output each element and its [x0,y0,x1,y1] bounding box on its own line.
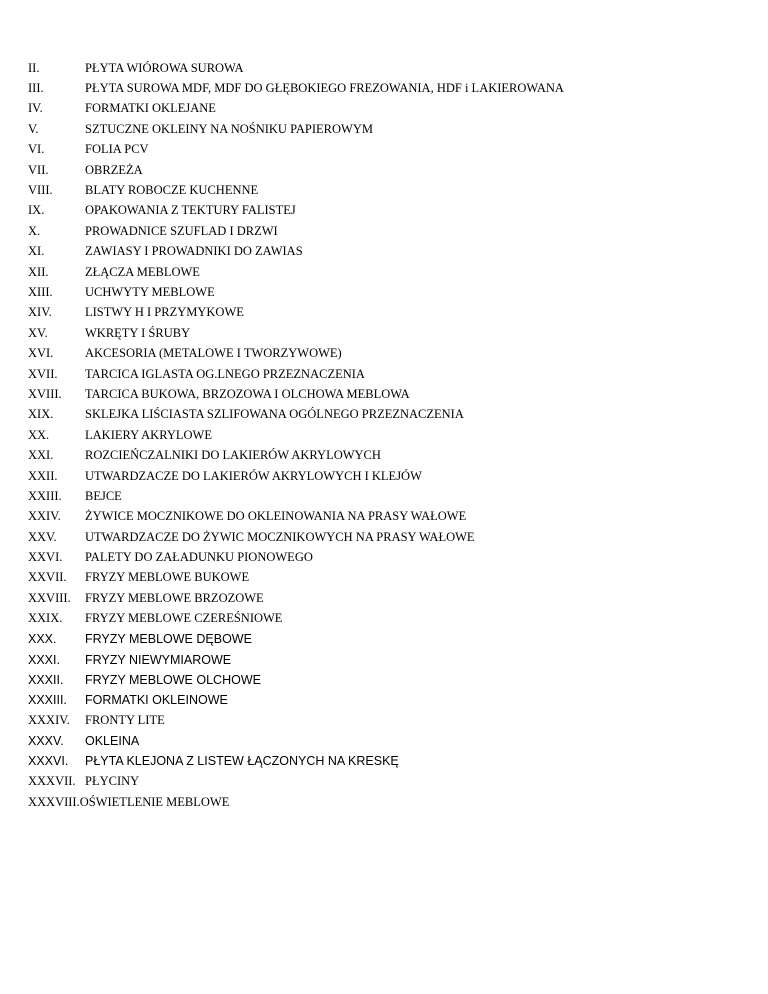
list-item [28,792,564,812]
item-number: XXII. [28,468,58,483]
list-item [28,425,564,445]
item-number: X. [28,223,41,238]
item-number: XXIII. [28,488,62,503]
list-item [28,711,564,731]
item-number: XXVIII. [28,590,71,605]
item-label: PROWADNICE SZUFLAD I DRZWI [85,223,278,238]
item-label: FRYZY MEBLOWE DĘBOWE [85,632,252,647]
item-label: UTWARDZACZE DO ŻYWIC MOCZNIKOWYCH NA PRASY WAŁOWE [85,529,475,544]
item-number: XVI. [28,346,54,361]
item-label: FRYZY MEBLOWE BUKOWE [85,570,250,585]
list-item [28,262,564,282]
item-label: FRYZY MEBLOWE BRZOZOWE [85,590,264,605]
list-item [28,751,564,771]
item-label: UCHWYTY MEBLOWE [85,284,215,299]
list-item [28,486,564,506]
item-label: SKLEJKA LIŚCIASTA SZLIFOWANA OGÓLNEGO PRZEZNACZENIA [85,407,464,422]
item-label: FRYZY MEBLOWE OLCHOWE [85,672,261,687]
item-number: XXXVIII. [28,794,80,809]
list-item [28,119,564,139]
list-item [28,670,564,690]
item-number: XXIV. [28,509,61,524]
category-list [28,58,564,812]
item-label: ŻYWICE MOCZNIKOWE DO OKLEINOWANIA NA PRASY WAŁOWE [85,509,467,524]
item-label: FRONTY LITE [85,713,165,728]
list-item [28,343,564,363]
item-number: XXXVII. [28,774,76,789]
item-label: UTWARDZACZE DO LAKIERÓW AKRYLOWYCH I KLEJÓW [85,468,422,483]
item-number: XV. [28,325,48,340]
list-item [28,364,564,384]
item-number: XXXIV. [28,713,70,728]
item-label: OBRZEŻA [85,162,143,177]
item-label: SZTUCZNE OKLEINY NA NOŚNIKU PAPIEROWYM [85,121,373,136]
item-number: XXIX. [28,611,63,626]
item-label: OŚWIETLENIE MEBLOWE [79,794,230,809]
list-item [28,547,564,567]
list-item [28,772,564,792]
item-number: XIII. [28,284,53,299]
item-label: FORMATKI OKLEJANE [85,101,216,116]
item-label: FOLIA PCV [85,142,149,157]
list-item [28,323,564,343]
item-label: PŁYTA WIÓROWA SUROWA [85,60,244,75]
item-number: XI. [28,244,45,259]
item-number: XIX. [28,407,54,422]
item-number: XXVI. [28,550,63,565]
item-label: FORMATKI OKLEINOWE [85,693,228,708]
list-item [28,649,564,669]
list-item [28,527,564,547]
item-label: PŁYTA KLEJONA Z LISTEW ŁĄCZONYCH NA KRESKĘ [85,754,399,769]
list-item [28,507,564,527]
list-item [28,731,564,751]
item-number: XXV. [28,529,57,544]
item-number: VIII. [28,183,53,198]
item-number: XXXIII. [28,693,67,708]
item-label: OKLEINA [85,734,140,749]
item-number: VII. [28,162,49,177]
list-item [28,282,564,302]
list-item [28,445,564,465]
item-number: XVII. [28,366,58,381]
list-item [28,384,564,404]
list-item [28,221,564,241]
list-item [28,568,564,588]
item-number: XIV. [28,305,52,320]
item-number: III. [28,81,44,96]
list-item [28,140,564,160]
list-item [28,201,564,221]
item-label: AKCESORIA (METALOWE I TWORZYWOWE) [85,346,342,361]
list-item [28,58,564,78]
item-label: LAKIERY AKRYLOWE [85,427,212,442]
item-label: PALETY DO ZAŁADUNKU PIONOWEGO [85,550,313,565]
item-label: PŁYTA SUROWA MDF, MDF DO GŁĘBOKIEGO FREZOWANIA, HDF i LAKIEROWANA [85,81,564,96]
list-item [28,303,564,323]
item-label: FRYZY MEBLOWE CZEREŚNIOWE [85,611,283,626]
item-label: ROZCIEŃCZALNIKI DO LAKIERÓW AKRYLOWYCH [85,448,381,463]
item-number: IX. [28,203,45,218]
item-label: WKRĘTY I ŚRUBY [85,325,191,340]
item-number: XX. [28,427,50,442]
list-item [28,405,564,425]
list-item [28,629,564,649]
item-number: XXI. [28,448,54,463]
list-item [28,99,564,119]
item-number: XXXV. [28,734,64,749]
item-label: FRYZY NIEWYMIAROWE [85,652,232,667]
item-label: TARCICA BUKOWA, BRZOZOWA I OLCHOWA MEBLOWA [85,386,410,401]
item-number: XXXVI. [28,754,69,769]
list-item [28,160,564,180]
item-number: XXX. [28,632,57,647]
item-number: XXVII. [28,570,67,585]
item-number: XXXI. [28,652,60,667]
item-label: PŁYCINY [85,774,140,789]
item-number: V. [28,121,39,136]
item-number: VI. [28,142,45,157]
item-number: II. [28,60,40,75]
item-label: BEJCE [85,488,122,503]
item-label: ZŁĄCZA MEBLOWE [85,264,200,279]
item-number: XVIII. [28,386,62,401]
item-label: LISTWY H I PRZYMYKOWE [85,305,244,320]
list-item [28,609,564,629]
item-number: XXXII. [28,672,64,687]
item-label: BLATY ROBOCZE KUCHENNE [85,183,259,198]
item-label: OPAKOWANIA Z TEKTURY FALISTEJ [85,203,296,218]
list-item [28,588,564,608]
item-number: IV. [28,101,43,116]
item-label: ZAWIASY I PROWADNIKI DO ZAWIAS [85,244,303,259]
list-item [28,242,564,262]
list-item [28,180,564,200]
item-number: XII. [28,264,49,279]
list-item [28,466,564,486]
item-label: TARCICA IGLASTA OG.LNEGO PRZEZNACZENIA [85,366,365,381]
list-item [28,78,564,98]
list-item [28,690,564,710]
